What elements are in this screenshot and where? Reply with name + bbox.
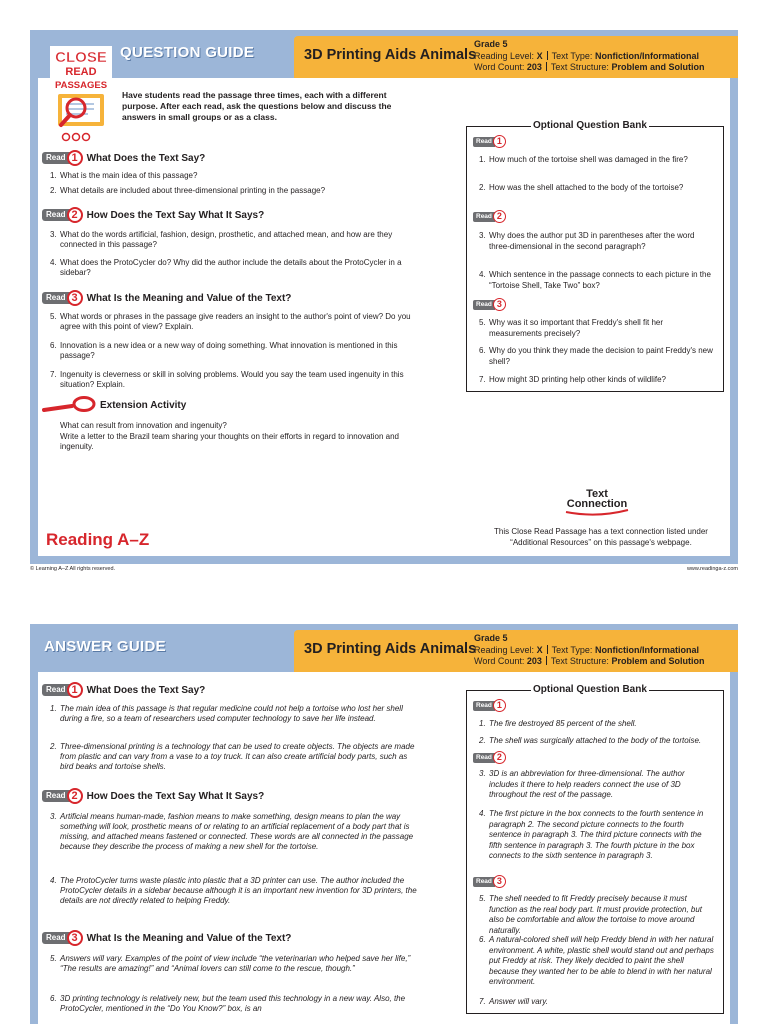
page-header	[30, 30, 738, 78]
bank-read-badge-2: Read 2	[473, 751, 506, 764]
read-badge-1: Read 1	[42, 682, 83, 698]
bank-title: Optional Question Bank	[533, 120, 647, 131]
answer-item: 4. The ProtoCycler turns waste plastic into plastic that a 3D printer can use. The author included the ProtoCycler details in a sidebar because although it is an important new invention for 3D printers, the details are not directly related to helping Freddy.	[50, 876, 417, 905]
text-structure-label: Text Structure:	[550, 62, 609, 72]
svg-text:PASSAGES: PASSAGES	[54, 80, 108, 91]
answer-item: 5. Answers will vary. Examples of the point of view include “the veterinarian who helped save her life,” “The results are amazing!” and “Animal lovers can still come to the rescue, though.”	[50, 954, 411, 973]
svg-text:READ: READ	[65, 66, 97, 78]
passage-meta	[474, 633, 704, 668]
text-type-value: Nonfiction/Informational	[594, 50, 699, 61]
word-count-value: 203	[526, 62, 542, 72]
question-item: 7. Ingenuity is cleverness or skill in solving problems. Would you say the team used ingenuity in this situation? Explain.	[50, 370, 404, 389]
read-badge-3: Read 3	[42, 930, 83, 946]
guide-title: QUESTION GUIDE	[120, 44, 255, 61]
question-item: 2. What details are included about three-dimensional printing in the passage?	[50, 186, 326, 195]
bank-question: 2. How was the shell attached to the body of the tortoise?	[479, 183, 684, 192]
grade-label: Grade 5	[474, 39, 508, 49]
bank-answer: 6. A natural-colored shell will help Freddy blend in with her natural environment. A white, plastic shell would stand out and perhaps put Freddy at risk. They likely decided to paint the shell because they wanted her to be able to blend in with her natural environment.	[479, 935, 714, 986]
bank-read-badge-1: Read 1	[473, 699, 506, 712]
svg-text:CLOSE: CLOSE	[55, 49, 107, 66]
answer-item: 3. Artificial means human-made, fashion means to make something, design means to plan the way something will look, prosthetic means of or relating to an artificial replacement of a body part that is missing, and attached means fastened or connected. These words are all connected in the passage because they describe the process of making a new shell for the tortoise.	[50, 812, 414, 851]
website-url: www.readinga-z.com	[686, 566, 738, 572]
intro-instructions: Have students read the passage three times, each with a different purpose. After each read, ask the questions below and discuss the answers in small groups or as a class.	[122, 90, 392, 122]
answer-item: 1. The main idea of this passage is that regular medicine could not help a tortoise who lost her shell during a fire, so a team of researchers used computer technology to save her life instead.	[50, 704, 403, 723]
bank-question: 7. How might 3D printing help other kinds of wildlife?	[479, 375, 666, 384]
title-tab	[294, 630, 738, 672]
section-read-3-heading	[42, 930, 291, 946]
optional-question-bank	[466, 120, 724, 392]
optional-question-bank-answers	[466, 684, 724, 1014]
magnifier-icon	[42, 396, 98, 414]
bank-title: Optional Question Bank	[533, 684, 647, 695]
bank-read-badge-2: Read 2	[473, 210, 506, 223]
word-count-label: Word Count:	[474, 656, 525, 666]
question-item: 5. What words or phrases in the passage give readers an insight to the author's point of view? Do you agree with this point of view? Explain.	[50, 312, 411, 331]
reading-level-value: X	[536, 50, 543, 61]
extension-line: What can result from innovation and ingenuity?	[60, 421, 227, 430]
extension-title: Extension Activity	[100, 399, 187, 411]
read-badge-2: Read 2	[42, 788, 83, 804]
passage-meta	[474, 39, 704, 74]
text-connection-logo: Text Connection	[556, 488, 638, 524]
read-badge-2: Read 2	[42, 207, 83, 223]
text-structure-label: Text Structure:	[550, 656, 609, 666]
bank-question: 4. Which sentence in the passage connects to each picture in the “Tortoise Shell, Take Two” box?	[479, 270, 711, 290]
section-read-2-heading	[42, 207, 264, 223]
question-item: 4. What does the ProtoCycler do? Why did the author include the details about the ProtoCycler in a sidebar?	[50, 258, 402, 277]
section-title: How Does the Text Say What It Says?	[86, 209, 265, 221]
question-item: 3. What do the words artificial, fashion, design, prosthetic, and attached mean, and how are they connected in this passage?	[50, 230, 393, 249]
section-read-3-heading	[42, 290, 291, 306]
reading-level-value: X	[536, 644, 543, 655]
grade-label: Grade 5	[474, 633, 508, 643]
section-read-2-heading	[42, 788, 264, 804]
bank-read-badge-3: Read 3	[473, 298, 506, 311]
answer-guide-body	[38, 672, 730, 1024]
text-structure-value: Problem and Solution	[611, 656, 705, 666]
extension-line: Write a letter to the Brazil team sharing your thoughts on their efforts in regard to innovation and ingenuity.	[60, 431, 400, 451]
word-count-label: Word Count:	[474, 62, 525, 72]
extension-activity-heading	[42, 396, 186, 414]
guide-title: ANSWER GUIDE	[44, 638, 166, 655]
reading-az-logo: Reading A–Z	[46, 530, 150, 549]
answer-item: 6. 3D printing technology is relatively new, but the team used this technology in a new way. Also, the ProtoCycler, mentioned in the “Do You Know?” box, is an	[50, 994, 406, 1013]
bank-answer: 5. The shell needed to fit Freddy precisely because it must function as the real body part. It must provide protection, but also be comfortable and allow the tortoise to move around naturally.	[479, 894, 703, 935]
close-read-passages-logo	[46, 42, 116, 154]
section-title: What Is the Meaning and Value of the Text?	[86, 292, 292, 304]
text-type-label: Text Type:	[551, 644, 593, 655]
text-type-label: Text Type:	[551, 50, 593, 61]
bank-answer: 4. The first picture in the box connects to the fourth sentence in paragraph 2. The second picture connects to the fourth sentence in paragraph 3. The third picture connects with the fifth sentence in paragraph 3. The fourth picture in the box connects to the sixth sentence in paragraph 3.	[479, 809, 704, 860]
passage-title: 3D Printing Aids Animals	[304, 641, 477, 657]
answer-item: 2. Three-dimensional printing is a technology that can be used to create objects. The objects are made from plastic and can vary from a vase to a toy truck. It can also create artificial body parts, such as bird beaks and tortoise shells.	[50, 742, 415, 771]
passage-title: 3D Printing Aids Animals	[304, 47, 477, 63]
bank-question: 1. How much of the tortoise shell was damaged in the fire?	[479, 155, 688, 164]
bank-answer: 3. 3D is an abbreviation for three-dimensional. The author includes it there to help readers connect the use of 3D throughout the rest of the passage.	[479, 769, 685, 799]
question-guide-page	[30, 30, 738, 564]
bank-question: 6. Why do you think they made the decision to paint Freddy's new shell?	[479, 346, 713, 366]
extension-text	[60, 421, 400, 453]
question-item: 1. What is the main idea of this passage?	[50, 171, 198, 180]
bank-answer: 7. Answer will vary.	[479, 997, 548, 1006]
bank-read-badge-1: Read 1	[473, 135, 506, 148]
word-count-value: 203	[526, 656, 542, 666]
reading-level-label: Reading Level:	[474, 50, 535, 61]
section-title: How Does the Text Say What It Says?	[86, 790, 265, 802]
page-header	[30, 624, 738, 672]
bank-question: 5. Why was it so important that Freddy's shell fit her measurements precisely?	[479, 318, 664, 338]
bank-answer: 2. The shell was surgically attached to the body of the tortoise.	[479, 736, 702, 745]
reading-level-label: Reading Level:	[474, 644, 535, 655]
section-title: What Is the Meaning and Value of the Text?	[86, 932, 292, 944]
section-read-1-heading	[42, 150, 205, 166]
text-type-value: Nonfiction/Informational	[594, 644, 699, 655]
bank-question: 3. Why does the author put 3D in parentheses after the word three-dimensional in the second paragraph?	[479, 231, 695, 251]
answer-guide-page	[30, 624, 738, 1024]
text-connection-note: This Close Read Passage has a text connection listed under “Additional Resources” on this passage's webpage.	[494, 527, 708, 547]
read-badge-1: Read 1	[42, 150, 83, 166]
text-structure-value: Problem and Solution	[611, 62, 705, 72]
copyright: © Learning A–Z All rights reserved.	[30, 566, 116, 572]
section-title: What Does the Text Say?	[86, 152, 206, 164]
section-title: What Does the Text Say?	[86, 684, 206, 696]
bank-read-badge-3: Read 3	[473, 875, 506, 888]
read-badge-3: Read 3	[42, 290, 83, 306]
question-item: 6. Innovation is a new idea or a new way of doing something. What innovation is mentioned in this passage?	[50, 341, 398, 360]
title-tab	[294, 36, 738, 78]
bank-answer: 1. The fire destroyed 85 percent of the shell.	[479, 719, 637, 728]
section-read-1-heading	[42, 682, 205, 698]
